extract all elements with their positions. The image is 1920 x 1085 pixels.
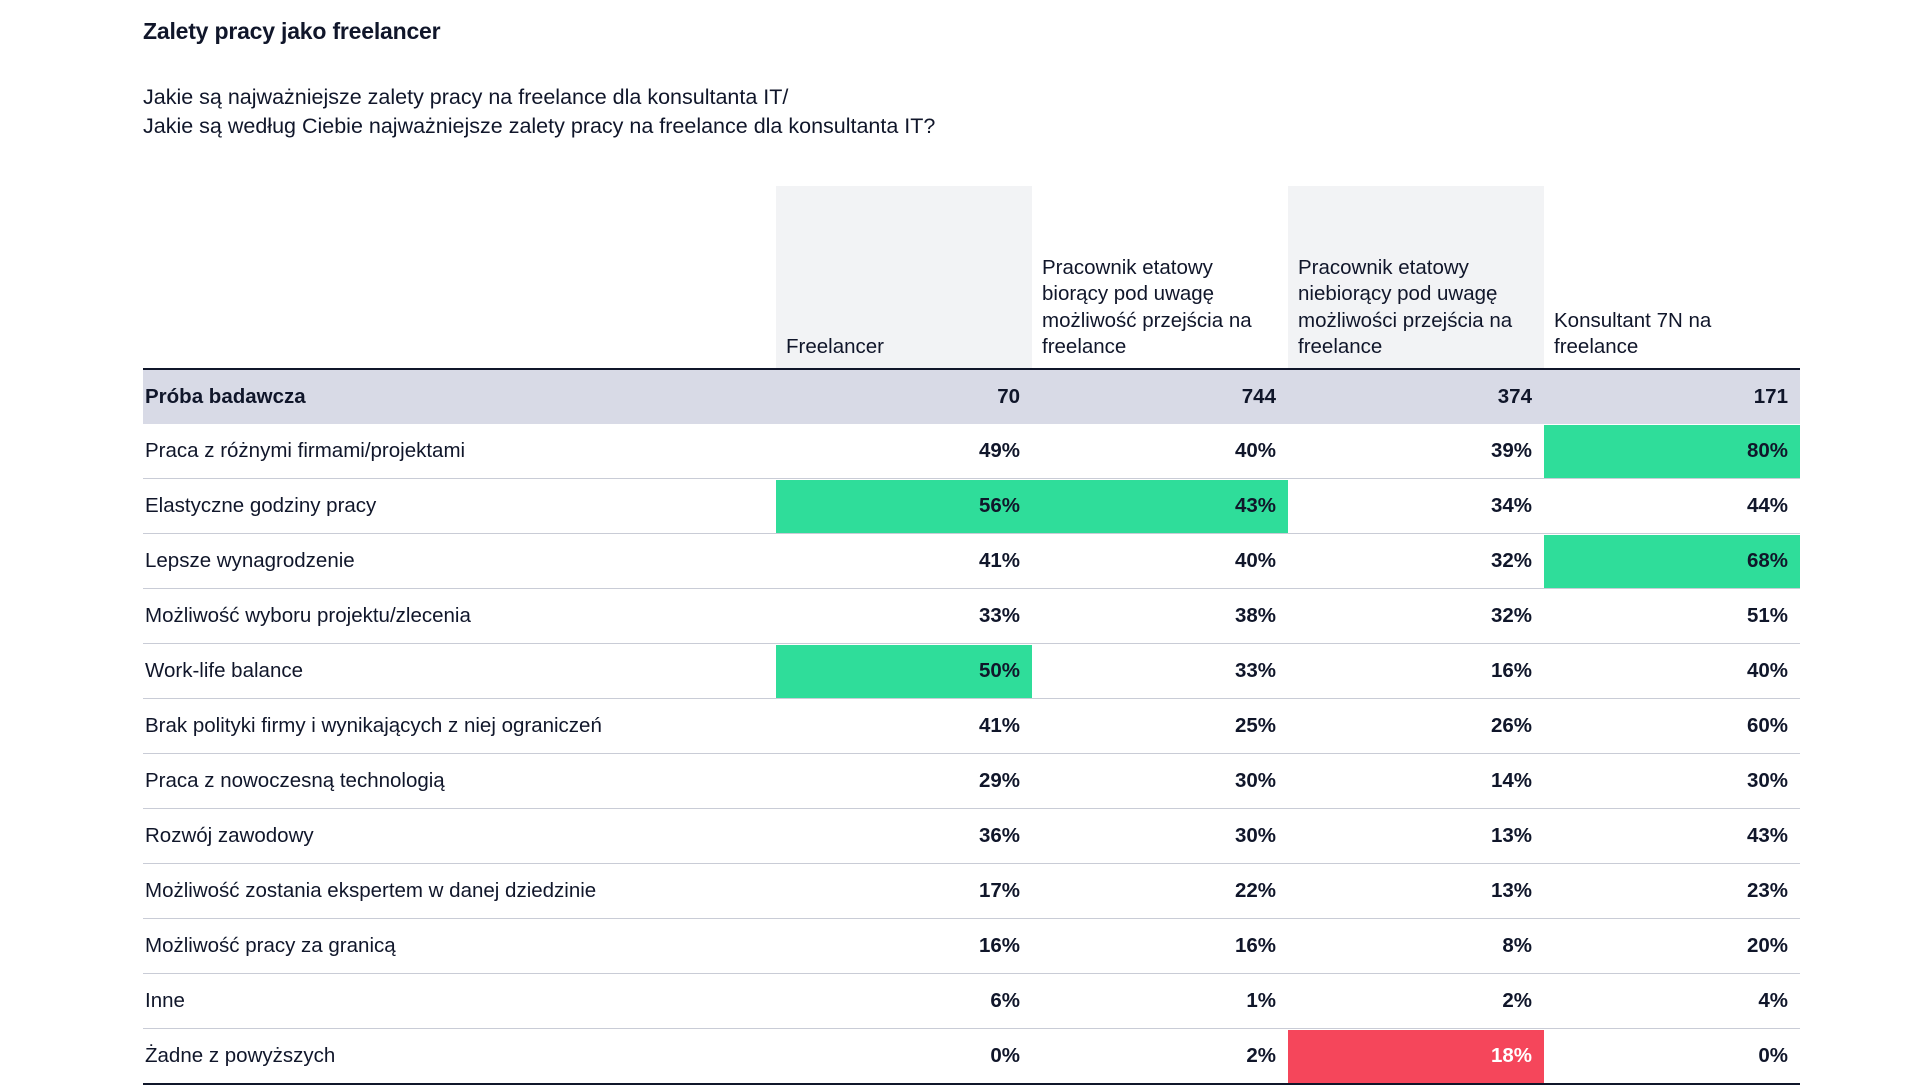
column-header-employee-considering-text: Pracownik etatowy biorący pod uwagę możliwość przejścia na freelance <box>1032 186 1288 368</box>
cell-employee-considering <box>1032 424 1288 479</box>
cell-value: 50% <box>776 645 1032 698</box>
cell-value: 34% <box>1490 494 1532 517</box>
table-row <box>143 644 1800 699</box>
cell-value: 20% <box>1746 934 1788 957</box>
column-header-employee-not-considering <box>1288 186 1544 369</box>
cell-employee-considering <box>1032 974 1288 1029</box>
table-row <box>143 1029 1800 1085</box>
cell-value: 4% <box>1758 989 1788 1012</box>
cell-value: 30% <box>1746 769 1788 792</box>
cell-value: 44% <box>1746 494 1788 517</box>
cell-employee-not-considering <box>1288 479 1544 534</box>
cell-value: 26% <box>1490 714 1532 737</box>
cell-value: 8% <box>1502 934 1532 957</box>
cell-employee-not-considering <box>1288 754 1544 809</box>
table-row <box>143 479 1800 534</box>
cell-value: 2% <box>1502 989 1532 1012</box>
cell-employee-not-considering <box>1288 424 1544 479</box>
cell-value: 80% <box>1544 425 1800 478</box>
cell-value: 16% <box>1490 659 1532 682</box>
cell-value: 30% <box>1234 769 1276 792</box>
cell-freelancer <box>776 754 1032 809</box>
cell-employee-not-considering <box>1288 809 1544 864</box>
cell-freelancer <box>776 699 1032 754</box>
cell-employee-considering <box>1032 534 1288 589</box>
cell-value: 30% <box>1234 824 1276 847</box>
cell-employee-considering <box>1032 699 1288 754</box>
cell-consultant-7n <box>1544 424 1800 479</box>
table-row <box>143 754 1800 809</box>
cell-freelancer <box>776 589 1032 644</box>
cell-employee-considering <box>1032 479 1288 534</box>
cell-value: 23% <box>1746 879 1788 902</box>
cell-freelancer <box>776 424 1032 479</box>
cell-freelancer <box>776 479 1032 534</box>
cell-value: 13% <box>1490 824 1532 847</box>
cell-freelancer <box>776 919 1032 974</box>
cell-value: 51% <box>1746 604 1788 627</box>
cell-consultant-7n <box>1544 919 1800 974</box>
cell-value: 1% <box>1246 989 1276 1012</box>
row-label: Możliwość wyboru projektu/zlecenia <box>143 589 776 644</box>
cell-employee-considering <box>1032 919 1288 974</box>
cell-employee-not-considering <box>1288 919 1544 974</box>
cell-value: 0% <box>1758 1044 1788 1067</box>
cell-value: 6% <box>990 989 1020 1012</box>
cell-consultant-7n <box>1544 754 1800 809</box>
cell-freelancer <box>776 534 1032 589</box>
cell-employee-not-considering <box>1288 589 1544 644</box>
cell-employee-considering <box>1032 644 1288 699</box>
cell-employee-not-considering <box>1288 1029 1544 1085</box>
cell-value: 17% <box>978 879 1020 902</box>
column-header-freelancer-text: Freelancer <box>776 186 1032 368</box>
cell-employee-considering <box>1032 754 1288 809</box>
table-row <box>143 424 1800 479</box>
cell-employee-not-considering <box>1288 699 1544 754</box>
cell-employee-not-considering <box>1288 864 1544 919</box>
cell-value: 16% <box>978 934 1020 957</box>
cell-freelancer <box>776 864 1032 919</box>
cell-employee-considering <box>1032 1029 1288 1085</box>
table-row-sample <box>143 369 1800 424</box>
cell-employee-not-considering <box>1288 974 1544 1029</box>
column-header-freelancer <box>776 186 1032 369</box>
cell-freelancer <box>776 644 1032 699</box>
row-label: Możliwość pracy za granicą <box>143 919 776 974</box>
table-header <box>143 186 1800 369</box>
cell-value: 40% <box>1234 439 1276 462</box>
column-header-employee-considering <box>1032 186 1288 369</box>
cell-value: 25% <box>1234 714 1276 737</box>
cell-value: 43% <box>1032 480 1288 533</box>
column-header-employee-not-considering-text: Pracownik etatowy niebiorący pod uwagę możliwości przejścia na freelance <box>1288 186 1544 368</box>
cell-value: 40% <box>1234 549 1276 572</box>
cell-value: 18% <box>1288 1030 1544 1083</box>
row-label: Lepsze wynagrodzenie <box>143 534 776 589</box>
cell-sample-consultant-7n <box>1544 369 1800 424</box>
row-label: Elastyczne godziny pracy <box>143 479 776 534</box>
cell-value: 38% <box>1234 604 1276 627</box>
column-header-blank-text <box>143 186 776 368</box>
cell-value: 39% <box>1490 439 1532 462</box>
cell-value: 70 <box>997 385 1020 408</box>
column-header-blank <box>143 186 776 369</box>
cell-consultant-7n <box>1544 589 1800 644</box>
table-row <box>143 974 1800 1029</box>
cell-value: 60% <box>1746 714 1788 737</box>
cell-value: 32% <box>1490 604 1532 627</box>
row-label: Work-life balance <box>143 644 776 699</box>
cell-value: 36% <box>978 824 1020 847</box>
cell-value: 33% <box>978 604 1020 627</box>
cell-value: 32% <box>1490 549 1532 572</box>
cell-freelancer <box>776 1029 1032 1085</box>
cell-value: 41% <box>978 714 1020 737</box>
cell-value: 22% <box>1234 879 1276 902</box>
cell-value: 13% <box>1490 879 1532 902</box>
cell-consultant-7n <box>1544 644 1800 699</box>
cell-consultant-7n <box>1544 864 1800 919</box>
cell-consultant-7n <box>1544 1029 1800 1085</box>
row-label: Praca z różnymi firmami/projektami <box>143 424 776 479</box>
row-label: Możliwość zostania ekspertem w danej dziedzinie <box>143 864 776 919</box>
column-header-consultant-7n-text: Konsultant 7N na freelance <box>1544 186 1800 368</box>
results-table <box>143 186 1800 1085</box>
cell-value: 49% <box>978 439 1020 462</box>
cell-value: 14% <box>1490 769 1532 792</box>
cell-value: 0% <box>990 1044 1020 1067</box>
row-label: Praca z nowoczesną technologią <box>143 754 776 809</box>
table-body <box>143 369 1800 1084</box>
cell-consultant-7n <box>1544 699 1800 754</box>
cell-sample-employee-considering <box>1032 369 1288 424</box>
cell-value: 744 <box>1241 385 1276 408</box>
cell-value: 43% <box>1746 824 1788 847</box>
table-row <box>143 589 1800 644</box>
row-label: Brak polityki firmy i wynikających z niej ograniczeń <box>143 699 776 754</box>
cell-consultant-7n <box>1544 534 1800 589</box>
cell-sample-freelancer <box>776 369 1032 424</box>
cell-employee-considering <box>1032 589 1288 644</box>
row-label: Próba badawcza <box>143 369 776 424</box>
cell-sample-employee-not-considering <box>1288 369 1544 424</box>
row-label: Rozwój zawodowy <box>143 809 776 864</box>
cell-freelancer <box>776 809 1032 864</box>
table-row <box>143 919 1800 974</box>
cell-employee-not-considering <box>1288 644 1544 699</box>
question-text <box>143 83 1920 141</box>
cell-value: 40% <box>1746 659 1788 682</box>
cell-consultant-7n <box>1544 809 1800 864</box>
cell-value: 374 <box>1497 385 1532 408</box>
cell-value: 41% <box>978 549 1020 572</box>
cell-value: 171 <box>1753 385 1788 408</box>
table-row <box>143 699 1800 754</box>
question-line-1: Jakie są najważniejsze zalety pracy na freelance dla konsultanta IT/ <box>143 85 789 109</box>
cell-employee-considering <box>1032 864 1288 919</box>
cell-value: 33% <box>1234 659 1276 682</box>
cell-employee-considering <box>1032 809 1288 864</box>
cell-value: 2% <box>1246 1044 1276 1067</box>
column-header-consultant-7n <box>1544 186 1800 369</box>
cell-value: 29% <box>978 769 1020 792</box>
cell-consultant-7n <box>1544 974 1800 1029</box>
cell-value: 56% <box>776 480 1032 533</box>
table-row <box>143 864 1800 919</box>
cell-employee-not-considering <box>1288 534 1544 589</box>
question-line-2: Jakie są według Ciebie najważniejsze zalety pracy na freelance dla konsultanta IT? <box>143 114 936 139</box>
table-row <box>143 809 1800 864</box>
cell-consultant-7n <box>1544 479 1800 534</box>
cell-value: 16% <box>1234 934 1276 957</box>
cell-value: 68% <box>1544 535 1800 588</box>
row-label: Żadne z powyższych <box>143 1029 776 1085</box>
table-row <box>143 534 1800 589</box>
page-title: Zalety pracy jako freelancer <box>143 18 441 44</box>
row-label: Inne <box>143 974 776 1029</box>
cell-freelancer <box>776 974 1032 1029</box>
